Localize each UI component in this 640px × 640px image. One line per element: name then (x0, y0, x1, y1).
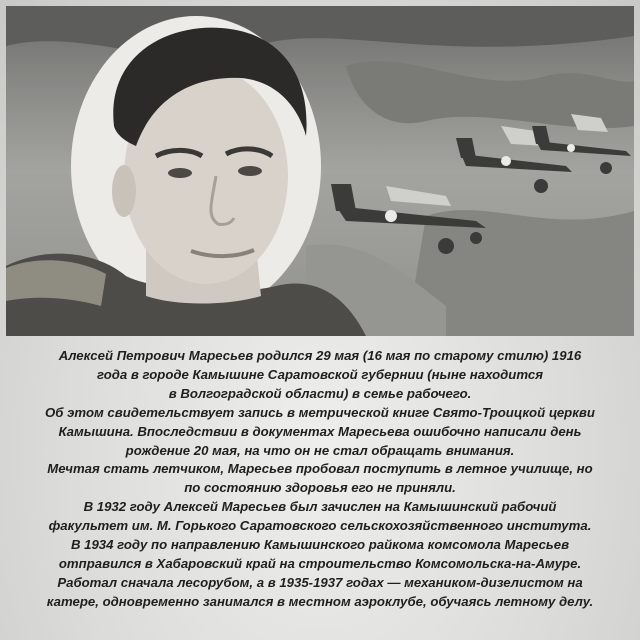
bio-line: отправился в Хабаровский край на строительство Комсомольска-на-Амуре. (58, 555, 582, 571)
bio-line: Мечтая стать летчиком, Маресьев пробовал поступить в летное училище, но (47, 461, 593, 477)
bio-line: В 1932 году Алексей Маресьев был зачислен на Камышинский рабочий (83, 499, 557, 515)
header-photo (6, 6, 634, 336)
bio-line: катере, одновременно занимался в местном аэроклубе, обучаясь летному делу. (46, 593, 594, 609)
biography-text (14, 347, 626, 612)
bio-line: года в городе Камышине Саратовской губернии (ныне находится (96, 366, 544, 382)
bio-line: Об этом свидетельствует запись в метрической книге Свято-Троицкой церкви (45, 404, 595, 420)
bio-line: Камышина. Впоследствии в документах Маресьева ошибочно написали день (58, 423, 582, 439)
bio-line: Алексей Петрович Маресьев родился 29 мая (16 мая по старому стилю) 1916 (58, 348, 582, 363)
bio-line: рождение 20 мая, на что он не стал обращать внимания. (125, 442, 515, 458)
bio-line: факультет им. М. Горького Саратовского сельскохозяйственного института. (48, 518, 592, 534)
bio-line: В 1934 году по направлению Камышинского райкома комсомола Маресьев (70, 537, 570, 553)
eye-left (168, 168, 192, 178)
aircraft (456, 126, 572, 193)
eye-right (238, 166, 262, 176)
distant-hills (6, 6, 634, 56)
portrait-collage-image (6, 6, 634, 336)
bio-line: по состоянию здоровья его не приняли. (184, 480, 456, 496)
bio-line: Работал сначала лесорубом, а в 1935-1937 годах — механиком-дизелистом на (57, 574, 583, 590)
bio-line: в Волгоградской области) в семье рабочего. (168, 385, 472, 401)
ear (112, 165, 136, 217)
